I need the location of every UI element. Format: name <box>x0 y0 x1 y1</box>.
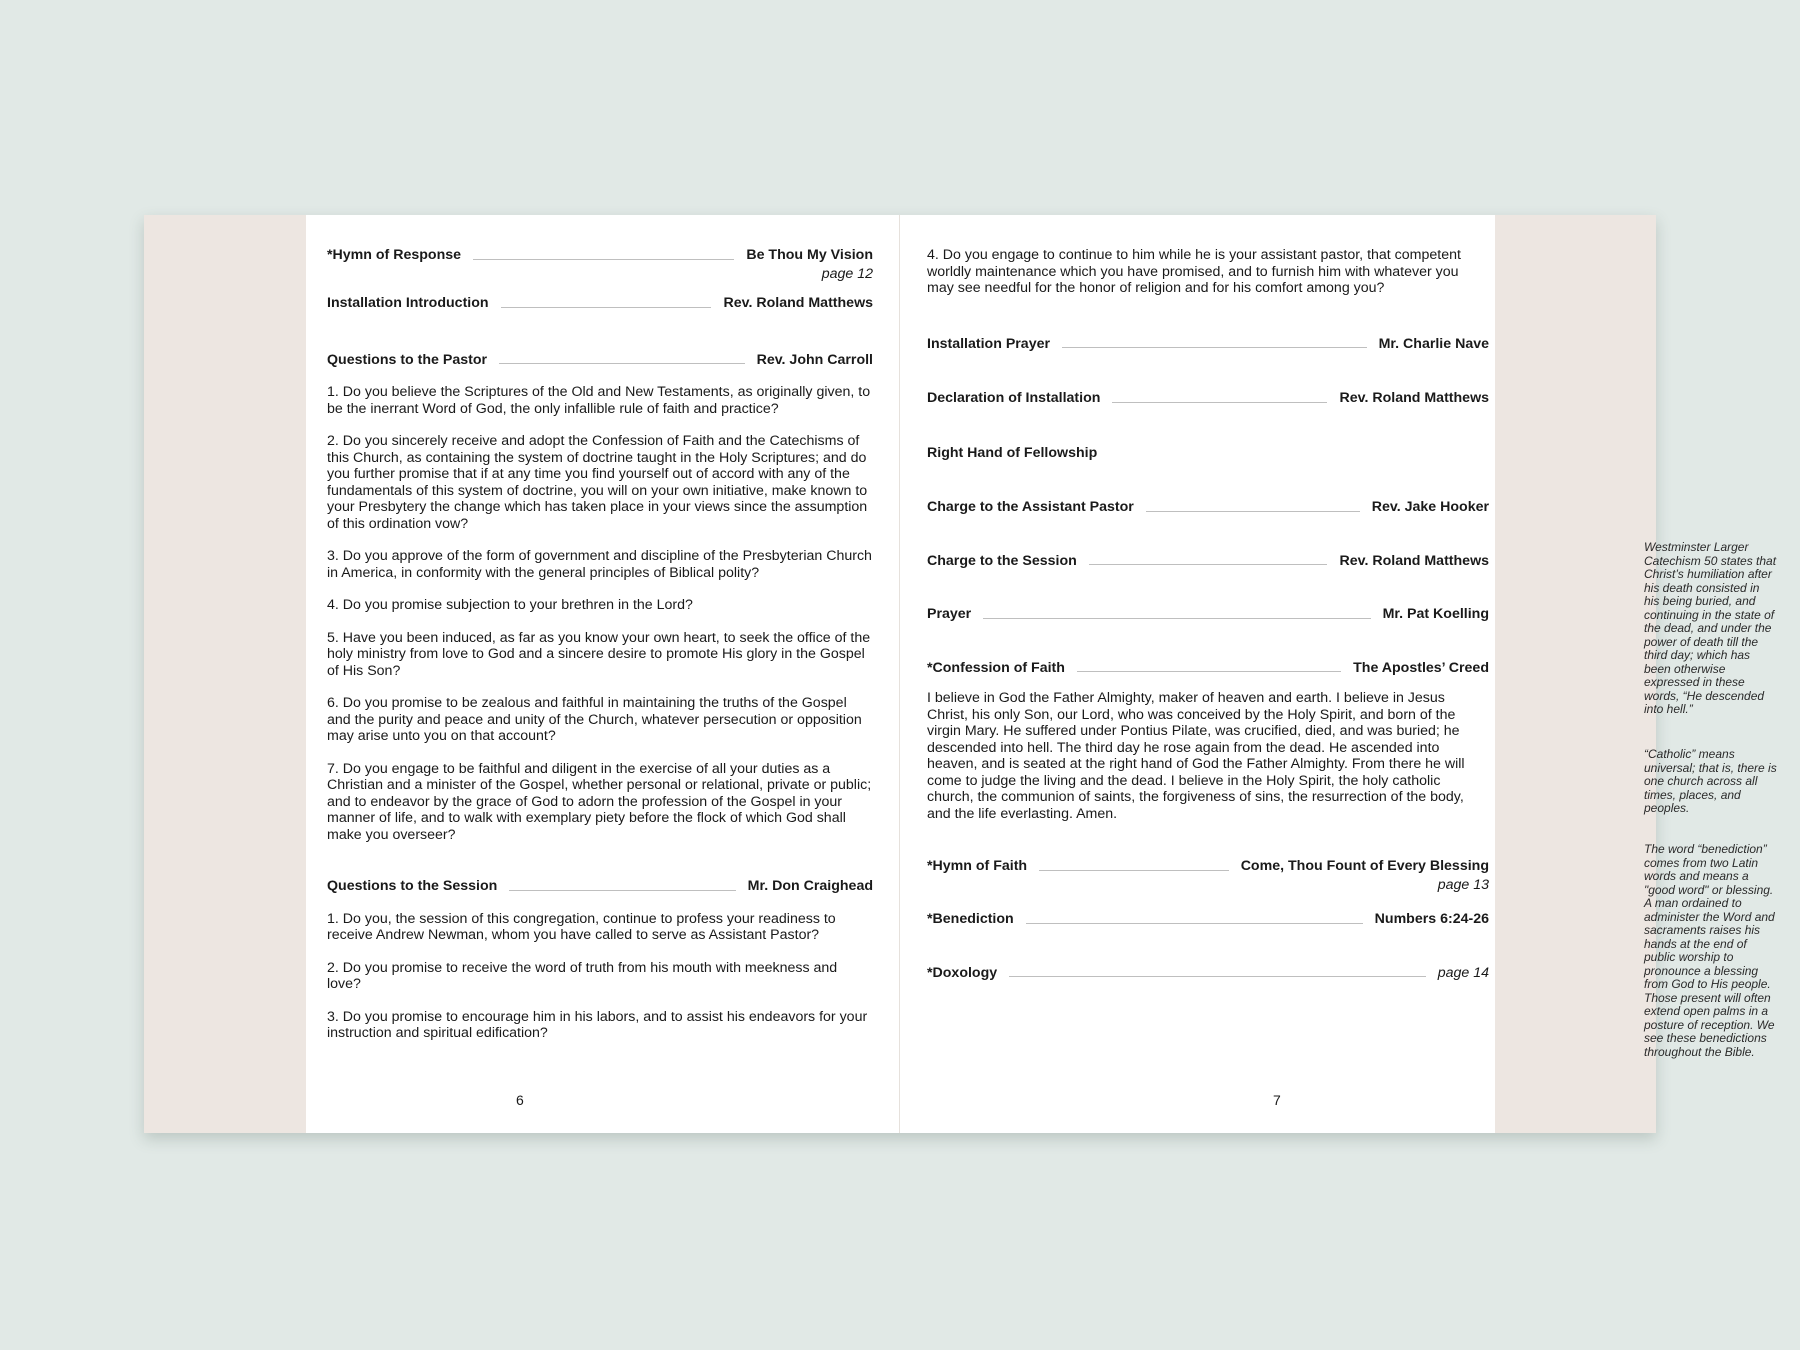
page-number-right: 7 <box>1273 1092 1281 1108</box>
leader-rule <box>1039 870 1229 871</box>
item-value: Come, Thou Fount of Every Blessing <box>1240 858 1489 874</box>
program-item-charge-to-session <box>927 553 1489 570</box>
page-gutter <box>899 215 900 1133</box>
leader-rule <box>1062 347 1367 348</box>
program-item-questions-to-pastor <box>327 352 873 369</box>
item-label: Charge to the Session <box>927 552 1077 569</box>
item-value: Be Thou My Vision <box>746 247 873 263</box>
program-item-declaration <box>927 390 1489 407</box>
pastor-question: 3. Do you approve of the form of government and discipline of the Presbyterian Church in America, in conformity with the general principles of Biblical polity? <box>327 548 872 581</box>
pastor-question: 7. Do you engage to be faithful and diligent in the exercise of all your duties as a Christian and a minister of the Gospel, whether personal or relational, private or public; and to endeavor by the grace of God to adorn the profession of the Gospel in your manner of life, and to walk with exemplary piety before the flock of which God shall make you overseer? <box>327 760 872 843</box>
item-value: Rev. Roland Matthews <box>1339 390 1489 406</box>
program-item-installation-prayer <box>927 336 1489 353</box>
leader-rule <box>501 307 712 308</box>
item-value: Numbers 6:24-26 <box>1374 911 1489 927</box>
session-question: 4. Do you engage to continue to him while he is your assistant pastor, that competent worldly maintenance which you have promised, and to furnish him with whatever you may see needful for the honor of religion and for his comfort among you? <box>927 247 1461 296</box>
program-item-prayer <box>927 606 1489 623</box>
item-value: Mr. Pat Koelling <box>1382 606 1489 622</box>
item-value: page 14 <box>1437 964 1489 981</box>
leader-rule <box>473 259 734 260</box>
item-value: Rev. Roland Matthews <box>1339 552 1489 569</box>
program-item-charge-to-assistant-pastor <box>927 499 1489 516</box>
leader-rule <box>1146 511 1360 512</box>
item-value: Rev. Jake Hooker <box>1371 499 1489 515</box>
pastor-question: 1. Do you believe the Scriptures of the Old and New Testaments, as originally given, to be the inerrant Word of God, the only infallible rule of faith and practice? <box>327 384 871 417</box>
hymn-page-ref: page 12 <box>821 265 873 282</box>
item-label: Installation Introduction <box>327 295 489 311</box>
program-item-benediction <box>927 911 1489 928</box>
item-label: Right Hand of Fellowship <box>927 444 1098 461</box>
session-question: 2. Do you promise to receive the word of truth from his mouth with meekness and love? <box>327 959 838 992</box>
right-page <box>927 247 1489 981</box>
item-label: Questions to the Pastor <box>327 351 488 368</box>
leader-rule <box>983 618 1370 619</box>
leader-rule <box>1026 923 1363 924</box>
sidebar-note-benediction: The word “benediction” comes from two Latin words and means a "good word" or blessing. A man ordained to administer the Word and sacraments raises his hands at the end of public worship to pronounce a blessing from God to His people. Those present will often extend open palms in a posture of reception. We see these benedictions throughout the Bible. <box>1644 842 1775 1059</box>
sidebar-note-catholic: “Catholic” means universal; that is, there is one church across all times, places, and peoples. <box>1644 747 1777 815</box>
item-label: *Benediction <box>927 911 1014 927</box>
item-label: *Doxology <box>927 964 998 981</box>
leader-rule <box>499 363 745 364</box>
session-question: 1. Do you, the session of this congregation, continue to profess your readiness to receive Andrew Newman, whom you have called to serve as Assistant Pastor? <box>327 910 836 943</box>
leader-rule <box>1077 671 1341 672</box>
leader-rule <box>1112 402 1327 403</box>
hymn-page-ref: page 13 <box>1437 876 1489 893</box>
left-margin-panel <box>144 215 306 1133</box>
item-label: *Hymn of Faith <box>927 858 1028 874</box>
program-item-doxology <box>927 965 1489 982</box>
program-item-hymn-of-response <box>327 247 873 264</box>
program-item-right-hand-of-fellowship <box>927 445 1489 462</box>
item-label: *Hymn of Response <box>327 247 462 263</box>
program-item-installation-introduction <box>327 295 873 312</box>
item-value: Rev. Roland Matthews <box>723 295 873 311</box>
sidebar-note-descended-into-hell: Westminster Larger Catechism 50 states that Christ’s humiliation after his death consisted in his being buried, and continuing in the state of the dead, and under the power of death till the third day; which has been otherwise expressed in these words, “He descended into hell.” <box>1644 540 1777 716</box>
item-label: Questions to the Session <box>327 878 498 894</box>
left-page <box>327 247 873 1042</box>
leader-rule <box>1009 976 1426 977</box>
pastor-question: 4. Do you promise subjection to your brethren in the Lord? <box>327 597 693 613</box>
pastor-question: 5. Have you been induced, as far as you know your own heart, to seek the office of the holy ministry from love to God and a sincere desire to promote His glory in the Gospel of His Son? <box>327 629 871 679</box>
program-item-questions-to-session <box>327 878 873 895</box>
item-label: Charge to the Assistant Pastor <box>927 499 1134 515</box>
program-item-confession-of-faith <box>927 660 1489 677</box>
pastor-question: 6. Do you promise to be zealous and faithful in maintaining the truths of the Gospel and the purity and peace and unity of the Church, whatever persecution or opposition may arise unto you on that account? <box>327 695 862 744</box>
item-label: Prayer <box>927 606 972 622</box>
right-margin-panel <box>1495 215 1656 1133</box>
booklet-spread <box>144 215 1777 1133</box>
leader-rule <box>1089 564 1328 565</box>
item-value: Rev. John Carroll <box>756 351 873 368</box>
item-label: Installation Prayer <box>927 335 1051 352</box>
page-number-left: 6 <box>516 1092 524 1108</box>
item-value: Mr. Charlie Nave <box>1378 335 1489 352</box>
item-label: *Confession of Faith <box>927 659 1065 676</box>
apostles-creed-text: I believe in God the Father Almighty, maker of heaven and earth. I believe in Jesus Christ, his only Son, our Lord, who was conceived by the Holy Spirit, and born of the virgin Mary. He suffered under Pontius Pilate, was crucified, died, and was buried; he descended into hell. The third day he rose again from the dead. He ascended into heaven, and is seated at the right hand of God the Father Almighty. From there he will come to judge the living and the dead. I believe in the Holy Spirit, the holy catholic church, the communion of saints, the forgiveness of sins, the resurrection of the body, and the life everlasting. Amen. <box>927 690 1465 822</box>
leader-rule <box>509 890 735 891</box>
session-question: 3. Do you promise to encourage him in his labors, and to assist his endeavors for your instruction and spiritual edification? <box>327 1008 868 1041</box>
item-value: Mr. Don Craighead <box>747 878 873 894</box>
item-label: Declaration of Installation <box>927 390 1101 406</box>
pastor-question: 2. Do you sincerely receive and adopt the Confession of Faith and the Catechisms of this Church, as containing the system of doctrine taught in the Holy Scriptures; and do you further promise that if at any time you find yourself out of accord with any of the fundamentals of this system of doctrine, you will on your own initiative, make known to your Presbytery the change which has taken place in your views since the assumption of this ordination vow? <box>327 433 868 532</box>
item-value: The Apostles’ Creed <box>1353 659 1489 676</box>
program-item-hymn-of-faith <box>927 858 1489 875</box>
